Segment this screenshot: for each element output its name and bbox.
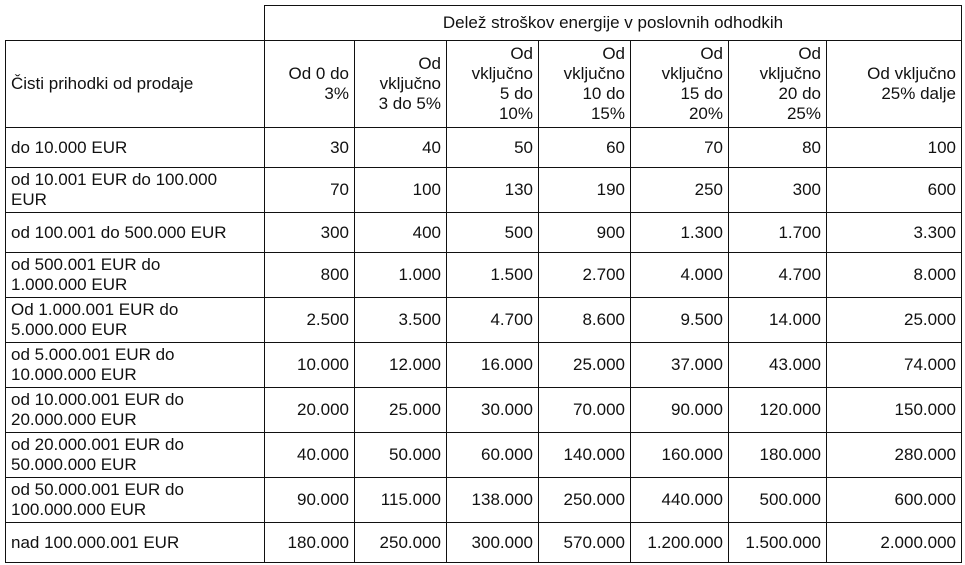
table-cell: 20.000 xyxy=(265,388,355,433)
table-cell: 70.000 xyxy=(539,388,631,433)
table-cell: 90.000 xyxy=(631,388,729,433)
table-row xyxy=(6,298,962,343)
table-cell: 250 xyxy=(631,168,729,213)
table-cell: 1.300 xyxy=(631,213,729,253)
table-cell: 74.000 xyxy=(827,343,962,388)
table-cell: 16.000 xyxy=(447,343,539,388)
table-cell: 40 xyxy=(355,128,447,168)
table-cell: 140.000 xyxy=(539,433,631,478)
energy-cost-table xyxy=(5,5,962,563)
table-row xyxy=(6,523,962,563)
table-cell: 30 xyxy=(265,128,355,168)
table-cell: 10.000 xyxy=(265,343,355,388)
table-cell: 50.000 xyxy=(355,433,447,478)
row-label: do 10.000 EUR xyxy=(6,128,265,168)
table-cell: 4.700 xyxy=(447,298,539,343)
table-row xyxy=(6,478,962,523)
table-cell: 2.700 xyxy=(539,253,631,298)
row-label: od 50.000.001 EUR do 100.000.000 EUR xyxy=(6,478,265,523)
row-label: od 500.001 EUR do 1.000.000 EUR xyxy=(6,253,265,298)
row-label: od 5.000.001 EUR do 10.000.000 EUR xyxy=(6,343,265,388)
table-cell: 150.000 xyxy=(827,388,962,433)
column-header: Od vključno 5 do 10% xyxy=(447,41,539,128)
row-label: od 10.001 EUR do 100.000 EUR xyxy=(6,168,265,213)
table-row xyxy=(6,253,962,298)
table-cell: 90.000 xyxy=(265,478,355,523)
group-header: Delež stroškov energije v poslovnih odhodkih xyxy=(265,6,962,41)
table-row xyxy=(6,128,962,168)
table-cell: 100 xyxy=(827,128,962,168)
table-cell: 190 xyxy=(539,168,631,213)
corner-cell xyxy=(6,6,265,41)
table-cell: 8.600 xyxy=(539,298,631,343)
table-row xyxy=(6,343,962,388)
table-cell: 1.000 xyxy=(355,253,447,298)
table-cell: 4.000 xyxy=(631,253,729,298)
table-cell: 60 xyxy=(539,128,631,168)
table-cell: 37.000 xyxy=(631,343,729,388)
table-cell: 25.000 xyxy=(355,388,447,433)
table-row xyxy=(6,388,962,433)
column-header: Od 0 do 3% xyxy=(265,41,355,128)
table-cell: 500 xyxy=(447,213,539,253)
table-cell: 70 xyxy=(265,168,355,213)
table-cell: 440.000 xyxy=(631,478,729,523)
table-cell: 120.000 xyxy=(729,388,827,433)
row-label: Od 1.000.001 EUR do 5.000.000 EUR xyxy=(6,298,265,343)
table-cell: 180.000 xyxy=(265,523,355,563)
table-cell: 160.000 xyxy=(631,433,729,478)
row-label: od 20.000.001 EUR do 50.000.000 EUR xyxy=(6,433,265,478)
table-cell: 250.000 xyxy=(355,523,447,563)
table-cell: 60.000 xyxy=(447,433,539,478)
table-cell: 2.000.000 xyxy=(827,523,962,563)
table-cell: 12.000 xyxy=(355,343,447,388)
table-cell: 250.000 xyxy=(539,478,631,523)
table-cell: 800 xyxy=(265,253,355,298)
table-cell: 130 xyxy=(447,168,539,213)
table-cell: 1.200.000 xyxy=(631,523,729,563)
table-cell: 70 xyxy=(631,128,729,168)
table-row xyxy=(6,433,962,478)
table-row xyxy=(6,168,962,213)
table-cell: 80 xyxy=(729,128,827,168)
row-label: od 10.000.001 EUR do 20.000.000 EUR xyxy=(6,388,265,433)
column-header: Od vključno 20 do 25% xyxy=(729,41,827,128)
table-cell: 3.300 xyxy=(827,213,962,253)
table-cell: 1.500 xyxy=(447,253,539,298)
table-cell: 400 xyxy=(355,213,447,253)
row-label: nad 100.000.001 EUR xyxy=(6,523,265,563)
table-cell: 14.000 xyxy=(729,298,827,343)
table-cell: 570.000 xyxy=(539,523,631,563)
table-cell: 8.000 xyxy=(827,253,962,298)
column-header: Od vključno 10 do 15% xyxy=(539,41,631,128)
table-cell: 1.500.000 xyxy=(729,523,827,563)
table-cell: 115.000 xyxy=(355,478,447,523)
table-cell: 600.000 xyxy=(827,478,962,523)
table-cell: 300 xyxy=(265,213,355,253)
table-cell: 1.700 xyxy=(729,213,827,253)
table-cell: 180.000 xyxy=(729,433,827,478)
table-cell: 40.000 xyxy=(265,433,355,478)
table-cell: 43.000 xyxy=(729,343,827,388)
table-cell: 4.700 xyxy=(729,253,827,298)
table-cell: 25.000 xyxy=(827,298,962,343)
table-cell: 25.000 xyxy=(539,343,631,388)
table-cell: 30.000 xyxy=(447,388,539,433)
column-header: Od vključno 25% dalje xyxy=(827,41,962,128)
table-cell: 900 xyxy=(539,213,631,253)
column-header: Od vključno 3 do 5% xyxy=(355,41,447,128)
table-cell: 500.000 xyxy=(729,478,827,523)
table-cell: 100 xyxy=(355,168,447,213)
table-cell: 9.500 xyxy=(631,298,729,343)
table-cell: 50 xyxy=(447,128,539,168)
column-header: Od vključno 15 do 20% xyxy=(631,41,729,128)
table-cell: 2.500 xyxy=(265,298,355,343)
row-label: od 100.001 do 500.000 EUR xyxy=(6,213,265,253)
table-cell: 138.000 xyxy=(447,478,539,523)
table-cell: 280.000 xyxy=(827,433,962,478)
table-cell: 300.000 xyxy=(447,523,539,563)
table-cell: 600 xyxy=(827,168,962,213)
table-row xyxy=(6,213,962,253)
row-header: Čisti prihodki od prodaje xyxy=(6,41,265,128)
table-cell: 300 xyxy=(729,168,827,213)
table-cell: 3.500 xyxy=(355,298,447,343)
